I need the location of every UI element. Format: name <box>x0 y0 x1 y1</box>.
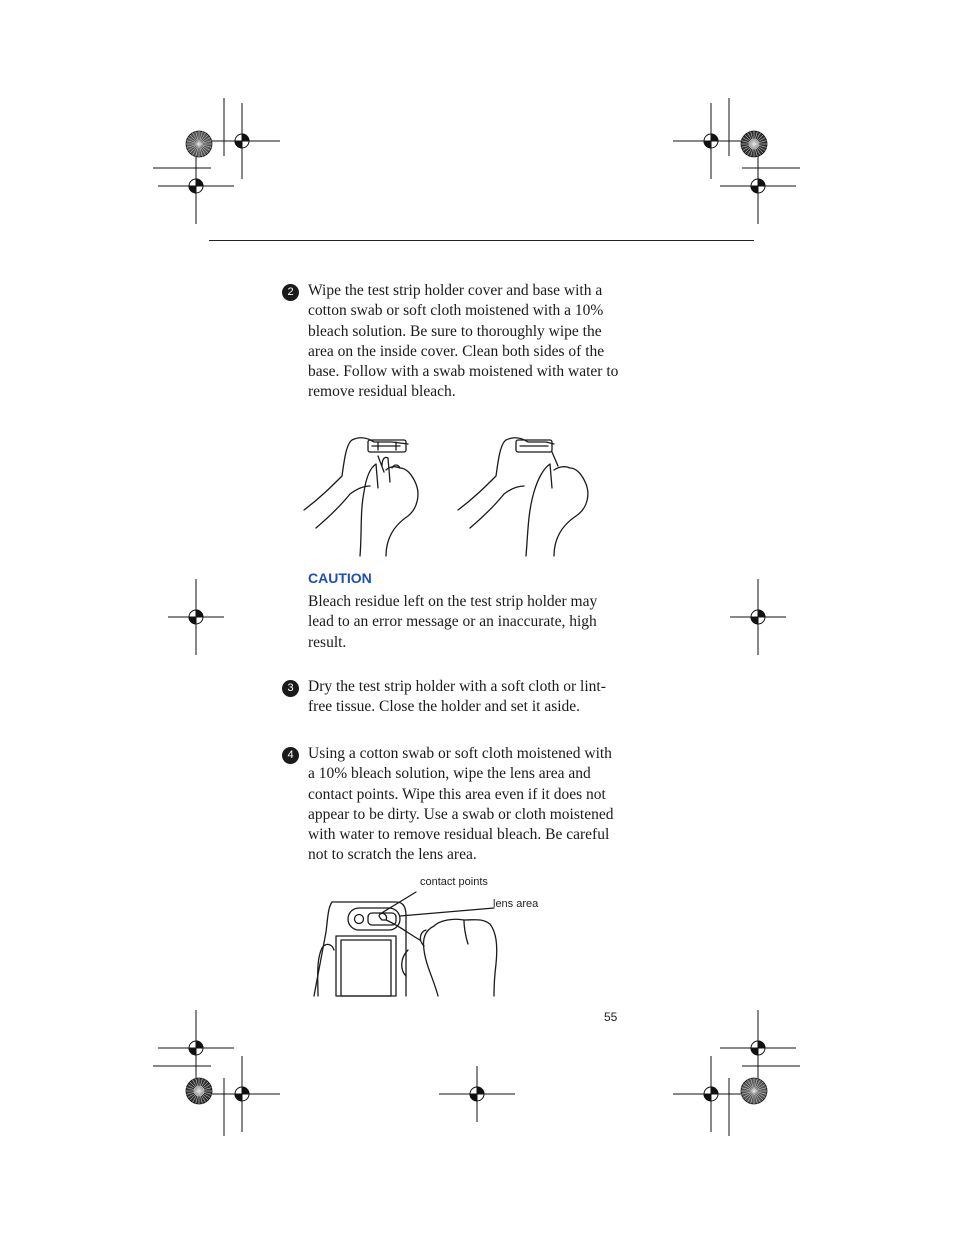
step-number-badge: 3 <box>282 680 299 697</box>
callout-contact-points: contact points <box>420 876 488 888</box>
meter-body <box>314 902 406 996</box>
lens-housing <box>348 908 400 930</box>
step-text: Dry the test strip holder with a soft cloth or lint-free tissue. Close the holder and set it aside. <box>308 678 606 716</box>
caution-title: CAUTION <box>308 570 372 586</box>
header-rule <box>209 240 754 241</box>
lens-circle <box>355 915 364 924</box>
starburst-target <box>186 1078 212 1104</box>
lens-area-leader <box>400 908 494 916</box>
left-thumb <box>318 944 334 996</box>
contact-points-leader <box>380 892 416 914</box>
step-text: Using a cotton swab or soft cloth moistened with a 10% bleach solution, wipe the lens area and contact points. Wipe this area even if it does not appear to be dirty. Use a swab or cloth moistened with water to remove residual bleach. Be careful not to scratch the lens area. <box>308 745 614 864</box>
step-text: Wipe the test strip holder cover and base with a cotton swab or soft cloth moistened with a 10% bleach solution. Be sure to thoroughly wipe the area on the inside cover. Clean both sides of the base. Follow with a swab moistened with water to remove residual bleach. <box>308 282 619 401</box>
crosshair-target <box>168 579 224 655</box>
crosshair-target <box>730 579 786 655</box>
crosshair-target <box>720 148 796 224</box>
crosshair-target <box>158 148 234 224</box>
step-number-badge: 2 <box>282 284 299 301</box>
right-hand <box>423 919 496 996</box>
page-number: 55 <box>604 1010 618 1024</box>
meter-display <box>336 936 396 996</box>
crosshair-target <box>673 103 749 179</box>
caution-text: Bleach residue left on the test strip holder may lead to an error message or an inaccurate, high result. <box>308 593 598 651</box>
meter-lens-illustration <box>308 880 508 998</box>
step-number-badge: 4 <box>282 747 299 764</box>
right-hand-pair <box>458 438 588 556</box>
cleaning-holder-illustration <box>300 432 600 560</box>
grip-finger <box>402 950 408 976</box>
callout-lens-area: lens area <box>493 898 539 910</box>
crosshair-target <box>204 103 280 179</box>
crosshair-target <box>204 1056 280 1132</box>
crosshair-target <box>673 1056 749 1132</box>
starburst-target <box>741 1078 767 1104</box>
right-knuckle <box>464 920 468 944</box>
starburst-target <box>186 131 212 157</box>
starburst-target <box>741 131 767 157</box>
crosshair-target <box>720 1010 796 1086</box>
crosshair-target <box>439 1066 515 1122</box>
meter-display-inner <box>341 940 391 996</box>
left-hand-pair <box>304 438 418 556</box>
crosshair-target <box>158 1010 234 1086</box>
